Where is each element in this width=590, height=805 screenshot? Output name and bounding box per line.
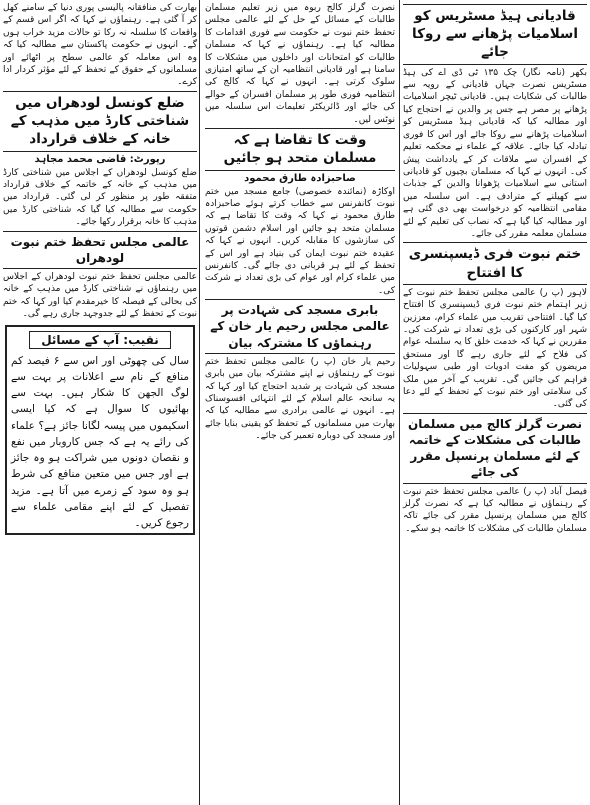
middle-column [202, 0, 398, 805]
headline-nusrat-girls-college: نصرت گرلز کالج میں مسلمان طالبات کی مشکلات کے خاتمہ کے لئے مسلمان پرنسپل مقرر کی جائے [403, 413, 587, 484]
article-body-qadiani-headmistress: بکھر (نامہ نگار) چک ۱۳۵ ٹی ڈی اے کی ہیڈ مسٹریس نصرت جہاں قادیانی کے رویہ سے طالبات کی شکایات ہیں۔ قادیانی ٹیچر اسلامیات پڑھانے پر مصر ہے جس پر والدین نے احتجاج کیا اور مطالبہ کیا کہ قادیانی ہیڈ مسٹریس کو اسلامیات پڑھانے سے روکا جائے اور اس کا فوری تبادلہ کیا جائے۔ علاقہ کے علماء نے محکمہ تعلیم کے افسران سے ملاقات کر کے یادداشت پیش کی۔ انہوں نے کہا کہ مسلمان بچیوں کو قادیانی استانی سے اسلامیات پڑھوانا والدین کے جذبات سے کھیلنے کے مترادف ہے۔ اس سلسلہ میں مقامی انتظامیہ کو درخواست بھی دی گئی ہے اور مطالبہ کیا گیا ہے کہ نصاب کی تعلیم کے لئے مسلمان معلمہ مقرر کی جائے۔ [403, 67, 587, 239]
headline-lodhran-resolution: ضلع کونسل لودھراں میں شناختی کارڈ میں مذہب کے خانہ کے خلاف قرارداد [3, 91, 197, 152]
article-body-india-policy: بھارت کی منافقانہ پالیسی پوری دنیا کے سامنے کھل کر آ گئی ہے۔ رہنماؤں نے کہا کہ اگر اس قسم کے واقعات کا سلسلہ نہ رکا تو حالات مزید خراب ہوں گے۔ انہوں نے حکومت پاکستان سے مطالبہ کیا کہ وہ اس معاملہ کو عالمی سطح پر اٹھائے اور مسلمانوں کے حقوق کے تحفظ کے لئے مؤثر کردار ادا کرے۔ [3, 3, 197, 88]
article-body-continued: نصرت گرلز کالج ربوہ میں زیر تعلیم مسلمان طالبات کے مسائل کے حل کے لئے عالمی مجلس تحفظ ختم نبوت نے حکومت سے فوری اقدامات کا مطالبہ کیا ہے۔ رہنماؤں نے کہا کہ مسلمان طالبات کو امتحانات اور داخلوں میں مشکلات کا سامنا ہے اور قادیانی انتظامیہ ان کے ساتھ امتیازی سلوک کرتی ہے۔ انہوں نے کہا کہ کالج کی انتظامیہ فوری طور پر مسلمان افسران کے حوالے کی جائے اور ڈائریکٹر تعلیمات اس سلسلہ میں نوٹس لیں۔ [205, 3, 395, 125]
article-body-dispensary: لاہور (پ ر) عالمی مجلس تحفظ ختم نبوت کے زیر اہتمام ختم نبوت فری ڈیسپنسری کا افتتاح کیا گیا۔ افتتاحی تقریب میں علماء کرام، معززین شہر اور کارکنوں کی بڑی تعداد نے شرکت کی۔ مقررین نے کہا کہ خدمت خلق کا یہ سلسلہ عوام کی فلاح کے لئے جاری رہے گا اور مستحق مریضوں کو مفت ادویات اور طبی سہولیات فراہم کی جائیں گی۔ تقریب کے آخر میں ملک کی سلامتی اور ختم نبوت کے تحفظ کے لئے دعا کی گئی۔ [403, 287, 587, 410]
right-column [400, 0, 590, 805]
qa-column-body: سال کی چھوٹی اور اس سے ۶ فیصد کم منافع کے نام سے اعلانات پر بہت سے لوگ الجھن کا شکار ہیں۔ بہت سے بھائیوں کا سوال ہے کہ کیا ایسی اسکیموں میں پیسہ لگانا جائز ہے؟ علماء کی رائے یہ ہے کہ جس کاروبار میں نفع و نقصان دونوں میں شراکت ہو وہ جائز ہے اور جس میں متعین منافع کی شرط ہو وہ سود کے زمرے میں آتا ہے۔ مزید تفصیل کے لئے اپنے مقامی علماء سے رجوع کریں۔ [11, 354, 189, 530]
headline-babri-masjid: بابری مسجد کی شہادت پر عالمی مجلس رحیم یار خان کے رہنماؤں کا مشترکہ بیان [205, 299, 395, 354]
article-body-muslim-unity: اوکاڑہ (نمائندہ خصوصی) جامع مسجد میں ختم نبوت کانفرنس سے خطاب کرتے ہوئے صاحبزادہ طارق محمود نے کہا کہ وقت کا تقاضا ہے کہ مسلمان متحد ہو جائیں اور اسلام دشمن قوتوں کی سازشوں کا مقابلہ کریں۔ انہوں نے کہا کہ عقیدہ ختم نبوت ایمان کی بنیاد ہے اور اس کے تحفظ کے لئے ہر قربانی دی جائے گی۔ کانفرنس میں علماء کرام اور عوام کی بڑی تعداد نے شرکت کی۔ [205, 186, 395, 296]
column-divider [399, 0, 400, 805]
article-body-lodhran-majlis: عالمی مجلس تحفظ ختم نبوت لودھراں کے اجلاس میں رہنماؤں نے شناختی کارڈ میں مذہب کے خانہ کی بحالی کے فیصلہ کا خیرمقدم کیا اور کہا کہ ختم نبوت کے تحفظ کے لئے جدوجہد جاری رہے گی۔ [3, 271, 197, 320]
qa-column-title: نقیب: آپ کے مسائل [29, 331, 171, 349]
byline-tariq-mahmood: صاحبزادہ طارق محمود [244, 172, 356, 184]
headline-muslim-unity: وقت کا تقاضا ہے کہ مسلمان متحد ہو جائیں [205, 128, 395, 170]
headline-dispensary-inauguration: ختم نبوت فری ڈیسپنسری کا افتتاح [403, 242, 587, 284]
byline-qazi-mujahid: رپورٹ: قاضی محمد مجاہد [34, 153, 166, 165]
left-column [0, 0, 200, 805]
article-body-nusrat-college: فیصل آباد (پ ر) عالمی مجلس تحفظ ختم نبوت کے رہنماؤں نے مطالبہ کیا ہے کہ نصرت گرلز کالج میں مسلمان پرنسپل مقرر کی جائے تاکہ مسلمان طالبات کی مشکلات کا خاتمہ ہو سکے۔ [403, 486, 587, 534]
qa-column-box [5, 325, 195, 536]
article-body-lodhran-resolution: ضلع کونسل لودھراں کے اجلاس میں شناختی کارڈ میں مذہب کے خانہ کے خاتمہ کے خلاف قرارداد متفقہ طور پر منظور کر لی گئی۔ قرارداد میں حکومت سے مطالبہ کیا گیا کہ شناختی کارڈ میں مذہب کا خانہ برقرار رکھا جائے۔ [3, 167, 197, 228]
headline-lodhran-majlis: عالمی مجلس تحفظ ختم نبوت لودھراں [3, 231, 197, 269]
article-body-babri-masjid: رحیم یار خان (پ ر) عالمی مجلس تحفظ ختم نبوت کے رہنماؤں نے اپنے مشترکہ بیان میں بابری مسجد کی شہادت پر شدید احتجاج کیا اور کہا کہ یہ سانحہ عالم اسلام کے لئے انتہائی افسوسناک ہے۔ انہوں نے عالمی برادری سے مطالبہ کیا کہ بھارت میں مسلمانوں کے تحفظ کو یقینی بنایا جائے اور مسجد کی دوبارہ تعمیر کی جائے۔ [205, 356, 395, 442]
headline-qadiani-headmistress: قادیانی ہیڈ مسٹریس کو اسلامیات پڑھانے سے روکا جائے [403, 4, 587, 65]
